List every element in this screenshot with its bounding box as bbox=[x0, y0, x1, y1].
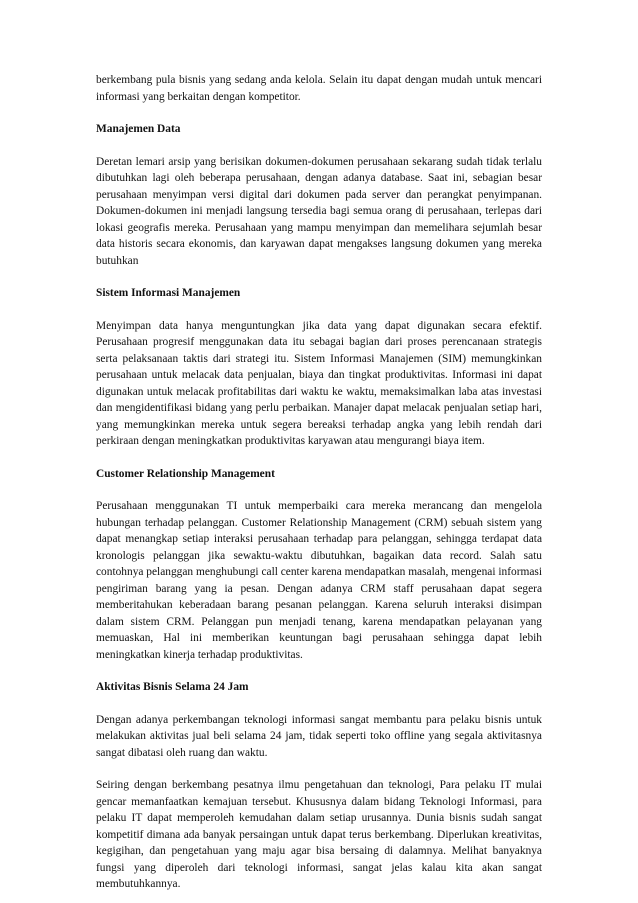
section-sistem-informasi-manajemen bbox=[96, 285, 542, 450]
section-heading: Aktivitas Bisnis Selama 24 Jam bbox=[96, 681, 249, 693]
body-paragraph: Dengan adanya perkembangan teknologi informasi sangat membantu para pelaku bisnis untuk melakukan aktivitas jual beli selama 24 jam, tidak seperti toko offline yang segala aktivitasnya sangat dibatasi oleh ruang dan waktu. bbox=[96, 713, 542, 759]
body-paragraph: Menyimpan data hanya menguntungkan jika data yang dapat digunakan secara efektif. Perusahaan progresif menggunakan data itu sebagai bagian dari proses perencanaan strategis serta pelaksanaan taktis dari strategi itu. Sistem Informasi Manajemen (SIM) memungkinkan perusahaan untuk melacak data penjualan, biaya dan tingkat produktivitas. Informasi ini dapat digunakan untuk melacak profitabilitas dari waktu ke waktu, memaksimalkan laba atas investasi dan mengidentifikasi bidang yang perlu perbaikan. Manajer dapat melacak penjualan setiap hari, yang memungkinkan mereka untuk segera bereaksi terhadap angka yang lebih rendah dari perkiraan dengan meningkatkan produktivitas karyawan atau mengurangi biaya item. bbox=[96, 319, 542, 447]
section-customer-relationship-management bbox=[96, 466, 542, 664]
body-paragraph: Seiring dengan berkembang pesatnya ilmu pengetahuan dan teknologi, Para pelaku IT mulai gencar memanfaatkan kemajuan tersebut. Khususnya dalam bidang Teknologi Informasi, para pelaku IT dapat memperoleh kemudahan dalam setiap urusannya. Dunia bisnis sudah sangat kompetitif dimana ada banyak persaingan untuk dapat terus berkembang. Diperlukan kreativitas, kegigihan, dan pengetahuan yang maju agar bisa bersaing di dalamnya. Melihat banyaknya fungsi yang diperoleh dari teknologi informasi, sangat jelas kalau kita akan sangat membutuhkannya. bbox=[96, 779, 542, 890]
section-aktivitas-bisnis-24-jam bbox=[96, 679, 542, 893]
section-heading: Sistem Informasi Manajemen bbox=[96, 287, 241, 299]
intro-paragraph: berkembang pula bisnis yang sedang anda kelola. Selain itu dapat dengan mudah untuk mencari informasi yang berkaitan dengan kompetitor. bbox=[96, 74, 542, 103]
section-heading: Customer Relationship Management bbox=[96, 467, 275, 480]
section-heading: Manajemen Data bbox=[96, 123, 181, 135]
body-paragraph: Perusahaan menggunakan TI untuk memperbaiki cara mereka merancang dan mengelola hubungan terhadap pelanggan. Customer Relationship Management (CRM) sebuah sistem yang dapat menangkap setiap interaksi perusahaan terhadap para pelanggan, sehingga terdapat data kronologis pelanggan jika sewaktu-waktu dibutuhkan, bagaikan data record. Salah satu contohnya pelanggan menghubungi call center karena mendapatkan masalah, mengenai informasi pengiriman barang yang ia pesan. Dengan adanya CRM staff perusahaan dapat segera memberitahukan keberadaan barang pesanan pelanggan. Karena seluruh interaksi disimpan dalam sistem CRM. Pelanggan pun menjadi tenang, karena mendapatkan pelayanan yang memuaskan, Hal ini memberikan keuntungan bagi perusahaan sehingga dapat lebih meningkatkan kinerja terhadap produktivitas. bbox=[96, 500, 542, 661]
section-manajemen-data bbox=[96, 121, 542, 269]
body-paragraph: Deretan lemari arsip yang berisikan dokumen-dokumen perusahaan sekarang sudah tidak terlalu dibutuhkan lagi oleh beberapa perusahaan, dengan adanya database. Saat ini, sebagian besar perusahaan menyimpan versi digital dari dokumen pada server dan perangkat penyimpanan. Dokumen-dokumen ini menjadi langsung tersedia bagi semua orang di perusahaan, terlepas dari lokasi geografis mereka. Perusahaan yang mampu menyimpan dan memelihara sejumlah besar data historis secara ekonomis, dan karyawan dapat mengakses langsung dokumen yang mereka butuhkan bbox=[96, 155, 542, 267]
